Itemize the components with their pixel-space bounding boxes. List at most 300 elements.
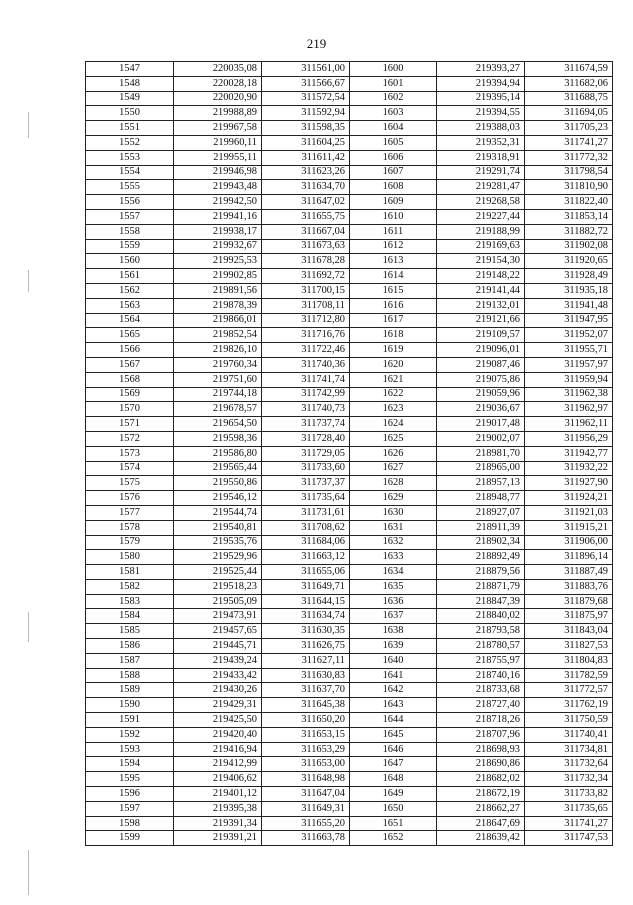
y-coordinate-cell: 311772,32 xyxy=(525,150,613,165)
x-coordinate-cell: 219960,11 xyxy=(174,135,262,150)
table-row xyxy=(86,609,613,624)
x-coordinate-cell: 218718,26 xyxy=(437,713,525,728)
point-number-cell: 1602 xyxy=(350,91,437,106)
x-coordinate-cell: 220020,90 xyxy=(174,91,262,106)
table-row xyxy=(86,431,613,446)
y-coordinate-cell: 311921,03 xyxy=(525,505,613,520)
y-coordinate-cell: 311782,59 xyxy=(525,668,613,683)
point-number-cell: 1644 xyxy=(350,713,437,728)
point-number-cell: 1642 xyxy=(350,683,437,698)
point-number-cell: 1579 xyxy=(86,535,174,550)
x-coordinate-cell: 219394,94 xyxy=(437,76,525,91)
point-number-cell: 1617 xyxy=(350,313,437,328)
point-number-cell: 1573 xyxy=(86,446,174,461)
y-coordinate-cell: 311674,59 xyxy=(525,62,613,77)
table-row xyxy=(86,254,613,269)
table-row xyxy=(86,653,613,668)
table-row xyxy=(86,698,613,713)
x-coordinate-cell: 219395,38 xyxy=(174,801,262,816)
x-coordinate-cell: 218733,68 xyxy=(437,683,525,698)
x-coordinate-cell: 219550,86 xyxy=(174,476,262,491)
y-coordinate-cell: 311729,05 xyxy=(262,446,350,461)
table-row xyxy=(86,491,613,506)
point-number-cell: 1613 xyxy=(350,254,437,269)
point-number-cell: 1584 xyxy=(86,609,174,624)
y-coordinate-cell: 311728,40 xyxy=(262,431,350,446)
x-coordinate-cell: 220035,08 xyxy=(174,62,262,77)
table-row xyxy=(86,402,613,417)
point-number-cell: 1634 xyxy=(350,565,437,580)
table-row xyxy=(86,269,613,284)
point-number-cell: 1556 xyxy=(86,195,174,210)
coordinates-table xyxy=(85,61,613,846)
x-coordinate-cell: 219826,10 xyxy=(174,343,262,358)
y-coordinate-cell: 311924,21 xyxy=(525,491,613,506)
y-coordinate-cell: 311644,15 xyxy=(262,594,350,609)
point-number-cell: 1563 xyxy=(86,298,174,313)
point-number-cell: 1549 xyxy=(86,91,174,106)
y-coordinate-cell: 311740,73 xyxy=(262,402,350,417)
point-number-cell: 1578 xyxy=(86,520,174,535)
y-coordinate-cell: 311700,15 xyxy=(262,283,350,298)
x-coordinate-cell: 219878,39 xyxy=(174,298,262,313)
table-row xyxy=(86,550,613,565)
point-number-cell: 1631 xyxy=(350,520,437,535)
point-number-cell: 1647 xyxy=(350,757,437,772)
y-coordinate-cell: 311927,90 xyxy=(525,476,613,491)
y-coordinate-cell: 311653,29 xyxy=(262,742,350,757)
point-number-cell: 1585 xyxy=(86,624,174,639)
point-number-cell: 1629 xyxy=(350,491,437,506)
x-coordinate-cell: 219394,55 xyxy=(437,106,525,121)
x-coordinate-cell: 219678,57 xyxy=(174,402,262,417)
table-row xyxy=(86,121,613,136)
y-coordinate-cell: 311694,05 xyxy=(525,106,613,121)
point-number-cell: 1640 xyxy=(350,653,437,668)
point-number-cell: 1562 xyxy=(86,283,174,298)
point-number-cell: 1593 xyxy=(86,742,174,757)
point-number-cell: 1605 xyxy=(350,135,437,150)
y-coordinate-cell: 311962,97 xyxy=(525,402,613,417)
point-number-cell: 1600 xyxy=(350,62,437,77)
x-coordinate-cell: 219268,58 xyxy=(437,195,525,210)
point-number-cell: 1587 xyxy=(86,653,174,668)
x-coordinate-cell: 219586,80 xyxy=(174,446,262,461)
point-number-cell: 1603 xyxy=(350,106,437,121)
point-number-cell: 1590 xyxy=(86,698,174,713)
y-coordinate-cell: 311732,34 xyxy=(525,772,613,787)
y-coordinate-cell: 311692,72 xyxy=(262,269,350,284)
x-coordinate-cell: 219121,66 xyxy=(437,313,525,328)
point-number-cell: 1626 xyxy=(350,446,437,461)
point-number-cell: 1624 xyxy=(350,417,437,432)
y-coordinate-cell: 311762,19 xyxy=(525,698,613,713)
x-coordinate-cell: 219401,12 xyxy=(174,787,262,802)
x-coordinate-cell: 219109,57 xyxy=(437,328,525,343)
x-coordinate-cell: 219473,91 xyxy=(174,609,262,624)
margin-mark xyxy=(28,612,29,642)
y-coordinate-cell: 311750,59 xyxy=(525,713,613,728)
y-coordinate-cell: 311653,15 xyxy=(262,727,350,742)
x-coordinate-cell: 218911,39 xyxy=(437,520,525,535)
y-coordinate-cell: 311722,46 xyxy=(262,343,350,358)
x-coordinate-cell: 219388,03 xyxy=(437,121,525,136)
y-coordinate-cell: 311667,04 xyxy=(262,224,350,239)
y-coordinate-cell: 311822,40 xyxy=(525,195,613,210)
point-number-cell: 1636 xyxy=(350,594,437,609)
y-coordinate-cell: 311810,90 xyxy=(525,180,613,195)
point-number-cell: 1571 xyxy=(86,417,174,432)
y-coordinate-cell: 311566,67 xyxy=(262,76,350,91)
point-number-cell: 1548 xyxy=(86,76,174,91)
x-coordinate-cell: 219433,42 xyxy=(174,668,262,683)
y-coordinate-cell: 311684,06 xyxy=(262,535,350,550)
coordinates-table-body xyxy=(86,62,613,846)
margin-mark xyxy=(28,112,29,138)
y-coordinate-cell: 311896,14 xyxy=(525,550,613,565)
y-coordinate-cell: 311634,70 xyxy=(262,180,350,195)
table-row xyxy=(86,668,613,683)
table-row xyxy=(86,357,613,372)
point-number-cell: 1561 xyxy=(86,269,174,284)
y-coordinate-cell: 311906,00 xyxy=(525,535,613,550)
y-coordinate-cell: 311883,76 xyxy=(525,579,613,594)
x-coordinate-cell: 219416,94 xyxy=(174,742,262,757)
margin-mark xyxy=(28,850,29,895)
x-coordinate-cell: 219654,50 xyxy=(174,417,262,432)
y-coordinate-cell: 311682,06 xyxy=(525,76,613,91)
point-number-cell: 1608 xyxy=(350,180,437,195)
point-number-cell: 1625 xyxy=(350,431,437,446)
x-coordinate-cell: 218662,27 xyxy=(437,801,525,816)
page-number: 219 xyxy=(306,36,327,51)
x-coordinate-cell: 218740,16 xyxy=(437,668,525,683)
x-coordinate-cell: 219988,89 xyxy=(174,106,262,121)
x-coordinate-cell: 218902,34 xyxy=(437,535,525,550)
x-coordinate-cell: 218892,49 xyxy=(437,550,525,565)
table-row xyxy=(86,476,613,491)
point-number-cell: 1612 xyxy=(350,239,437,254)
x-coordinate-cell: 218793,58 xyxy=(437,624,525,639)
y-coordinate-cell: 311920,65 xyxy=(525,254,613,269)
point-number-cell: 1598 xyxy=(86,816,174,831)
table-row xyxy=(86,446,613,461)
point-number-cell: 1580 xyxy=(86,550,174,565)
x-coordinate-cell: 219902,85 xyxy=(174,269,262,284)
point-number-cell: 1610 xyxy=(350,209,437,224)
y-coordinate-cell: 311747,53 xyxy=(525,831,613,846)
point-number-cell: 1619 xyxy=(350,343,437,358)
y-coordinate-cell: 311875,97 xyxy=(525,609,613,624)
table-row xyxy=(86,195,613,210)
table-row xyxy=(86,180,613,195)
point-number-cell: 1582 xyxy=(86,579,174,594)
point-number-cell: 1628 xyxy=(350,476,437,491)
x-coordinate-cell: 219529,96 xyxy=(174,550,262,565)
y-coordinate-cell: 311733,60 xyxy=(262,461,350,476)
x-coordinate-cell: 219744,18 xyxy=(174,387,262,402)
y-coordinate-cell: 311649,31 xyxy=(262,801,350,816)
point-number-cell: 1620 xyxy=(350,357,437,372)
point-number-cell: 1604 xyxy=(350,121,437,136)
point-number-cell: 1622 xyxy=(350,387,437,402)
x-coordinate-cell: 218780,57 xyxy=(437,639,525,654)
table-row xyxy=(86,565,613,580)
point-number-cell: 1589 xyxy=(86,683,174,698)
y-coordinate-cell: 311688,75 xyxy=(525,91,613,106)
point-number-cell: 1569 xyxy=(86,387,174,402)
y-coordinate-cell: 311634,74 xyxy=(262,609,350,624)
point-number-cell: 1638 xyxy=(350,624,437,639)
y-coordinate-cell: 311673,63 xyxy=(262,239,350,254)
y-coordinate-cell: 311655,75 xyxy=(262,209,350,224)
table-row xyxy=(86,831,613,846)
point-number-cell: 1609 xyxy=(350,195,437,210)
y-coordinate-cell: 311932,22 xyxy=(525,461,613,476)
y-coordinate-cell: 311650,20 xyxy=(262,713,350,728)
x-coordinate-cell: 218682,02 xyxy=(437,772,525,787)
y-coordinate-cell: 311592,94 xyxy=(262,106,350,121)
y-coordinate-cell: 311630,35 xyxy=(262,624,350,639)
table-row xyxy=(86,757,613,772)
y-coordinate-cell: 311853,14 xyxy=(525,209,613,224)
point-number-cell: 1588 xyxy=(86,668,174,683)
y-coordinate-cell: 311741,27 xyxy=(525,135,613,150)
x-coordinate-cell: 219188,99 xyxy=(437,224,525,239)
table-row xyxy=(86,579,613,594)
x-coordinate-cell: 219540,81 xyxy=(174,520,262,535)
point-number-cell: 1594 xyxy=(86,757,174,772)
y-coordinate-cell: 311935,18 xyxy=(525,283,613,298)
x-coordinate-cell: 218639,42 xyxy=(437,831,525,846)
point-number-cell: 1650 xyxy=(350,801,437,816)
table-row xyxy=(86,298,613,313)
table-row xyxy=(86,801,613,816)
point-number-cell: 1592 xyxy=(86,727,174,742)
y-coordinate-cell: 311959,94 xyxy=(525,372,613,387)
point-number-cell: 1547 xyxy=(86,62,174,77)
x-coordinate-cell: 218690,86 xyxy=(437,757,525,772)
y-coordinate-cell: 311627,11 xyxy=(262,653,350,668)
x-coordinate-cell: 219391,34 xyxy=(174,816,262,831)
y-coordinate-cell: 311882,72 xyxy=(525,224,613,239)
y-coordinate-cell: 311798,54 xyxy=(525,165,613,180)
x-coordinate-cell: 219946,98 xyxy=(174,165,262,180)
point-number-cell: 1555 xyxy=(86,180,174,195)
y-coordinate-cell: 311626,75 xyxy=(262,639,350,654)
y-coordinate-cell: 311843,04 xyxy=(525,624,613,639)
table-row xyxy=(86,387,613,402)
point-number-cell: 1564 xyxy=(86,313,174,328)
y-coordinate-cell: 311604,25 xyxy=(262,135,350,150)
y-coordinate-cell: 311655,06 xyxy=(262,565,350,580)
x-coordinate-cell: 219535,76 xyxy=(174,535,262,550)
table-row xyxy=(86,224,613,239)
point-number-cell: 1639 xyxy=(350,639,437,654)
table-row xyxy=(86,313,613,328)
point-number-cell: 1632 xyxy=(350,535,437,550)
x-coordinate-cell: 219059,96 xyxy=(437,387,525,402)
point-number-cell: 1601 xyxy=(350,76,437,91)
margin-mark xyxy=(28,270,29,292)
y-coordinate-cell: 311962,38 xyxy=(525,387,613,402)
point-number-cell: 1570 xyxy=(86,402,174,417)
y-coordinate-cell: 311705,23 xyxy=(525,121,613,136)
x-coordinate-cell: 219002,07 xyxy=(437,431,525,446)
table-row xyxy=(86,639,613,654)
y-coordinate-cell: 311735,65 xyxy=(525,801,613,816)
point-number-cell: 1616 xyxy=(350,298,437,313)
y-coordinate-cell: 311647,04 xyxy=(262,787,350,802)
x-coordinate-cell: 219852,54 xyxy=(174,328,262,343)
point-number-cell: 1648 xyxy=(350,772,437,787)
x-coordinate-cell: 219925,53 xyxy=(174,254,262,269)
x-coordinate-cell: 219036,67 xyxy=(437,402,525,417)
table-row xyxy=(86,343,613,358)
point-number-cell: 1615 xyxy=(350,283,437,298)
x-coordinate-cell: 219505,09 xyxy=(174,594,262,609)
y-coordinate-cell: 311708,62 xyxy=(262,520,350,535)
x-coordinate-cell: 218755,97 xyxy=(437,653,525,668)
point-number-cell: 1623 xyxy=(350,402,437,417)
x-coordinate-cell: 219565,44 xyxy=(174,461,262,476)
y-coordinate-cell: 311879,68 xyxy=(525,594,613,609)
point-number-cell: 1586 xyxy=(86,639,174,654)
y-coordinate-cell: 311623,26 xyxy=(262,165,350,180)
table-row xyxy=(86,372,613,387)
point-number-cell: 1560 xyxy=(86,254,174,269)
x-coordinate-cell: 219544,74 xyxy=(174,505,262,520)
y-coordinate-cell: 311827,53 xyxy=(525,639,613,654)
table-row xyxy=(86,787,613,802)
y-coordinate-cell: 311649,71 xyxy=(262,579,350,594)
x-coordinate-cell: 219391,21 xyxy=(174,831,262,846)
table-row xyxy=(86,91,613,106)
x-coordinate-cell: 218847,39 xyxy=(437,594,525,609)
y-coordinate-cell: 311804,83 xyxy=(525,653,613,668)
x-coordinate-cell: 218927,07 xyxy=(437,505,525,520)
y-coordinate-cell: 311598,35 xyxy=(262,121,350,136)
x-coordinate-cell: 219941,16 xyxy=(174,209,262,224)
point-number-cell: 1627 xyxy=(350,461,437,476)
x-coordinate-cell: 219075,86 xyxy=(437,372,525,387)
point-number-cell: 1645 xyxy=(350,727,437,742)
point-number-cell: 1599 xyxy=(86,831,174,846)
table-row xyxy=(86,683,613,698)
table-row xyxy=(86,520,613,535)
x-coordinate-cell: 219439,24 xyxy=(174,653,262,668)
point-number-cell: 1553 xyxy=(86,150,174,165)
table-row xyxy=(86,535,613,550)
x-coordinate-cell: 219866,01 xyxy=(174,313,262,328)
x-coordinate-cell: 218727,40 xyxy=(437,698,525,713)
y-coordinate-cell: 311740,36 xyxy=(262,357,350,372)
x-coordinate-cell: 219395,14 xyxy=(437,91,525,106)
y-coordinate-cell: 311735,64 xyxy=(262,491,350,506)
x-coordinate-cell: 219955,11 xyxy=(174,150,262,165)
table-row xyxy=(86,772,613,787)
y-coordinate-cell: 311741,74 xyxy=(262,372,350,387)
y-coordinate-cell: 311928,49 xyxy=(525,269,613,284)
x-coordinate-cell: 218840,02 xyxy=(437,609,525,624)
x-coordinate-cell: 219598,36 xyxy=(174,431,262,446)
x-coordinate-cell: 219291,74 xyxy=(437,165,525,180)
x-coordinate-cell: 219445,71 xyxy=(174,639,262,654)
point-number-cell: 1595 xyxy=(86,772,174,787)
point-number-cell: 1596 xyxy=(86,787,174,802)
x-coordinate-cell: 219017,48 xyxy=(437,417,525,432)
x-coordinate-cell: 218647,69 xyxy=(437,816,525,831)
y-coordinate-cell: 311708,11 xyxy=(262,298,350,313)
x-coordinate-cell: 219932,67 xyxy=(174,239,262,254)
x-coordinate-cell: 218871,79 xyxy=(437,579,525,594)
point-number-cell: 1611 xyxy=(350,224,437,239)
x-coordinate-cell: 218981,70 xyxy=(437,446,525,461)
point-number-cell: 1550 xyxy=(86,106,174,121)
y-coordinate-cell: 311737,37 xyxy=(262,476,350,491)
table-row xyxy=(86,713,613,728)
point-number-cell: 1552 xyxy=(86,135,174,150)
x-coordinate-cell: 219318,91 xyxy=(437,150,525,165)
table-row xyxy=(86,727,613,742)
point-number-cell: 1566 xyxy=(86,343,174,358)
x-coordinate-cell: 219751,60 xyxy=(174,372,262,387)
table-row xyxy=(86,505,613,520)
point-number-cell: 1641 xyxy=(350,668,437,683)
table-row xyxy=(86,461,613,476)
x-coordinate-cell: 219393,27 xyxy=(437,62,525,77)
y-coordinate-cell: 311645,38 xyxy=(262,698,350,713)
y-coordinate-cell: 311947,95 xyxy=(525,313,613,328)
x-coordinate-cell: 218965,00 xyxy=(437,461,525,476)
y-coordinate-cell: 311734,81 xyxy=(525,742,613,757)
x-coordinate-cell: 219087,46 xyxy=(437,357,525,372)
y-coordinate-cell: 311611,42 xyxy=(262,150,350,165)
x-coordinate-cell: 219227,44 xyxy=(437,209,525,224)
point-number-cell: 1576 xyxy=(86,491,174,506)
point-number-cell: 1621 xyxy=(350,372,437,387)
x-coordinate-cell: 219352,31 xyxy=(437,135,525,150)
x-coordinate-cell: 218707,96 xyxy=(437,727,525,742)
point-number-cell: 1565 xyxy=(86,328,174,343)
y-coordinate-cell: 311957,97 xyxy=(525,357,613,372)
point-number-cell: 1577 xyxy=(86,505,174,520)
y-coordinate-cell: 311655,20 xyxy=(262,816,350,831)
y-coordinate-cell: 311902,08 xyxy=(525,239,613,254)
table-row xyxy=(86,283,613,298)
table-row xyxy=(86,135,613,150)
y-coordinate-cell: 311572,54 xyxy=(262,91,350,106)
table-row xyxy=(86,150,613,165)
point-number-cell: 1635 xyxy=(350,579,437,594)
y-coordinate-cell: 311942,77 xyxy=(525,446,613,461)
point-number-cell: 1574 xyxy=(86,461,174,476)
x-coordinate-cell: 219518,23 xyxy=(174,579,262,594)
point-number-cell: 1633 xyxy=(350,550,437,565)
table-row xyxy=(86,624,613,639)
x-coordinate-cell: 219281,47 xyxy=(437,180,525,195)
point-number-cell: 1606 xyxy=(350,150,437,165)
x-coordinate-cell: 219546,12 xyxy=(174,491,262,506)
x-coordinate-cell: 219412,99 xyxy=(174,757,262,772)
x-coordinate-cell: 219429,31 xyxy=(174,698,262,713)
x-coordinate-cell: 219141,44 xyxy=(437,283,525,298)
y-coordinate-cell: 311740,41 xyxy=(525,727,613,742)
table-row xyxy=(86,594,613,609)
x-coordinate-cell: 220028,18 xyxy=(174,76,262,91)
table-row xyxy=(86,328,613,343)
point-number-cell: 1649 xyxy=(350,787,437,802)
